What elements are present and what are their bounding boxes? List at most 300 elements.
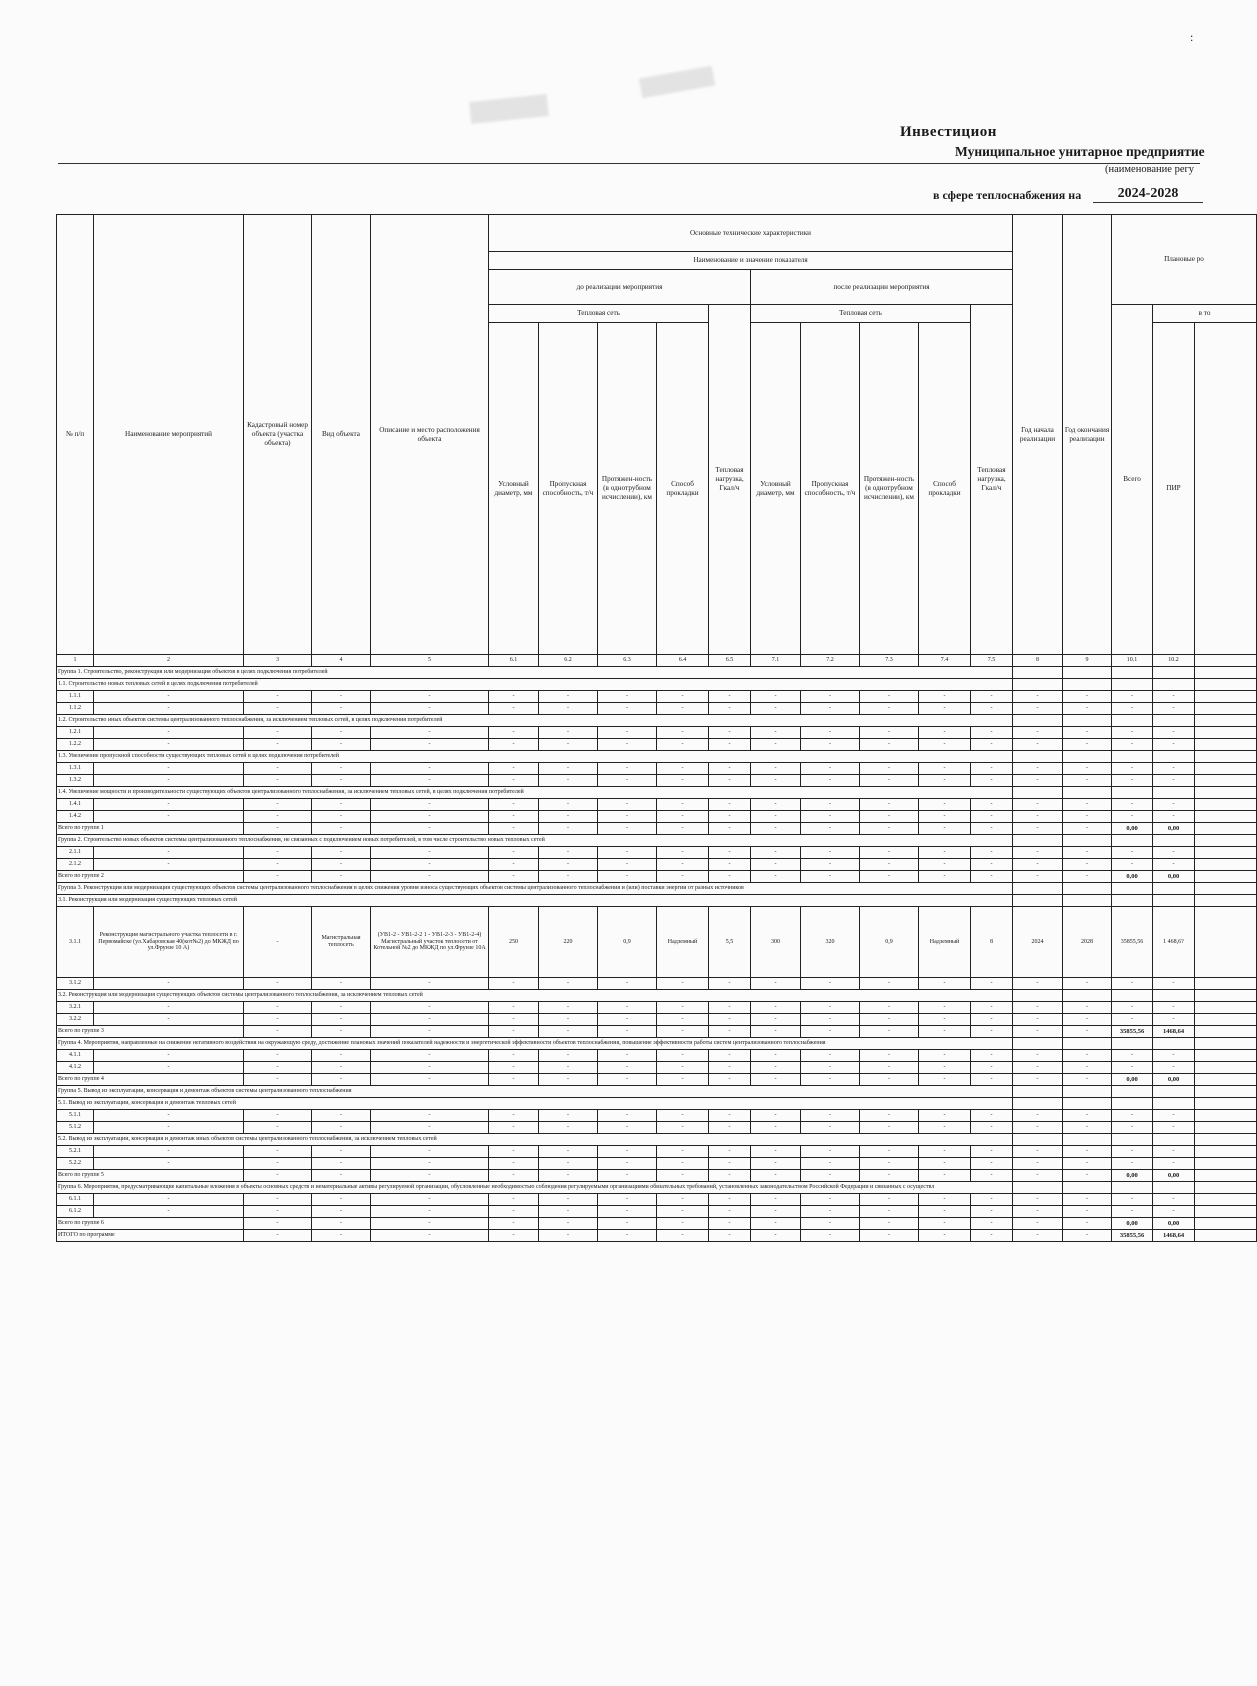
pir-value: 1468,64 bbox=[1153, 1026, 1195, 1038]
dash-cell: - bbox=[919, 1170, 971, 1182]
investment-program-table bbox=[56, 214, 1257, 1242]
col-number: 4 bbox=[312, 655, 371, 667]
dash-cell: - bbox=[1063, 978, 1112, 990]
empty-cell bbox=[1112, 1086, 1153, 1098]
dash-cell: - bbox=[971, 691, 1013, 703]
dash-cell: - bbox=[371, 1218, 489, 1230]
dash-cell: - bbox=[371, 1026, 489, 1038]
table-row bbox=[57, 1110, 1257, 1122]
dash-cell: - bbox=[489, 1014, 539, 1026]
dash-cell: - bbox=[971, 823, 1013, 835]
dash-cell: - bbox=[539, 847, 598, 859]
dash-cell: - bbox=[860, 859, 919, 871]
dash-cell: - bbox=[244, 811, 312, 823]
empty-cell bbox=[1153, 1038, 1195, 1050]
dash-cell: - bbox=[539, 811, 598, 823]
dash-cell: - bbox=[371, 1146, 489, 1158]
dash-cell: - bbox=[860, 1218, 919, 1230]
dash-cell: - bbox=[489, 1230, 539, 1242]
dash-cell: - bbox=[312, 1050, 371, 1062]
dash-cell: - bbox=[971, 978, 1013, 990]
dash-cell: - bbox=[971, 811, 1013, 823]
dash-cell: - bbox=[94, 763, 244, 775]
empty-cell bbox=[1195, 787, 1257, 799]
dash-cell: - bbox=[751, 1050, 801, 1062]
dash-cell: - bbox=[539, 859, 598, 871]
dash-cell: - bbox=[919, 799, 971, 811]
dash-cell: - bbox=[657, 847, 709, 859]
dash-cell: - bbox=[709, 823, 751, 835]
dash-cell: - bbox=[801, 823, 860, 835]
dash-cell: - bbox=[709, 1002, 751, 1014]
dash-cell: - bbox=[539, 1050, 598, 1062]
dash-cell: - bbox=[598, 1146, 657, 1158]
dash-cell: - bbox=[1063, 823, 1112, 835]
dash-cell: - bbox=[244, 739, 312, 751]
dash-cell: - bbox=[244, 691, 312, 703]
project-load-after: 8 bbox=[971, 907, 1013, 978]
dash-cell: - bbox=[598, 703, 657, 715]
dash-cell: - bbox=[709, 691, 751, 703]
dash-cell: - bbox=[1153, 799, 1195, 811]
dash-cell: - bbox=[371, 727, 489, 739]
dash-cell: - bbox=[751, 823, 801, 835]
dash-cell: - bbox=[94, 1206, 244, 1218]
dash-cell: - bbox=[244, 1110, 312, 1122]
dash-cell: - bbox=[801, 1074, 860, 1086]
empty-cell bbox=[1112, 990, 1153, 1002]
empty-cell bbox=[1112, 1182, 1153, 1194]
dash-cell: - bbox=[1153, 1158, 1195, 1170]
dash-cell: - bbox=[1153, 1014, 1195, 1026]
dash-cell: - bbox=[971, 727, 1013, 739]
dash-cell: - bbox=[971, 1050, 1013, 1062]
dash-cell: - bbox=[801, 1002, 860, 1014]
col-number: 6.3 bbox=[598, 655, 657, 667]
dash-cell: - bbox=[971, 1074, 1013, 1086]
dash-cell: - bbox=[312, 799, 371, 811]
dash-cell: - bbox=[94, 1122, 244, 1134]
table-row bbox=[57, 1014, 1257, 1026]
dash-cell: - bbox=[244, 703, 312, 715]
dash-cell: - bbox=[657, 1146, 709, 1158]
row-number: 1.3.2 bbox=[57, 775, 94, 787]
table-body bbox=[57, 667, 1257, 1242]
dash-cell: - bbox=[539, 1170, 598, 1182]
table-row bbox=[57, 859, 1257, 871]
dash-cell: - bbox=[94, 727, 244, 739]
dash-cell: - bbox=[919, 871, 971, 883]
dash-cell: - bbox=[751, 703, 801, 715]
table-row bbox=[57, 1206, 1257, 1218]
empty-cell bbox=[1195, 739, 1257, 751]
project-diam-after: 300 bbox=[751, 907, 801, 978]
group-4-total-row bbox=[57, 1074, 1257, 1086]
table-row bbox=[57, 978, 1257, 990]
empty-cell bbox=[1063, 835, 1112, 847]
dash-cell: - bbox=[709, 1026, 751, 1038]
dash-cell: - bbox=[1112, 1014, 1153, 1026]
header-col-cadastral: Кадастровый номер объекта (участка объекта) bbox=[244, 215, 312, 655]
col-number: 10.1 bbox=[1112, 655, 1153, 667]
empty-cell bbox=[1195, 895, 1257, 907]
project-len-after: 0,9 bbox=[860, 907, 919, 978]
section-5-2-row bbox=[57, 1134, 1257, 1146]
dash-cell: - bbox=[1112, 703, 1153, 715]
dash-cell: - bbox=[489, 691, 539, 703]
dash-cell: - bbox=[657, 811, 709, 823]
group-2-row bbox=[57, 835, 1257, 847]
dash-cell: - bbox=[709, 1014, 751, 1026]
grand-total-row bbox=[57, 1230, 1257, 1242]
dash-cell: - bbox=[1153, 1122, 1195, 1134]
dash-cell: - bbox=[919, 727, 971, 739]
dash-cell: - bbox=[1153, 1146, 1195, 1158]
dash-cell: - bbox=[94, 847, 244, 859]
group-4-row bbox=[57, 1038, 1257, 1050]
empty-cell bbox=[1195, 1002, 1257, 1014]
dash-cell: - bbox=[1112, 739, 1153, 751]
section-1-1-row bbox=[57, 679, 1257, 691]
dash-cell: - bbox=[312, 703, 371, 715]
dash-cell: - bbox=[94, 775, 244, 787]
column-number-row bbox=[57, 655, 1257, 667]
dash-cell: - bbox=[312, 847, 371, 859]
dash-cell: - bbox=[1063, 1194, 1112, 1206]
dash-cell: - bbox=[860, 1206, 919, 1218]
dash-cell: - bbox=[1013, 811, 1063, 823]
dash-cell: - bbox=[1153, 1194, 1195, 1206]
dash-cell: - bbox=[751, 1218, 801, 1230]
dash-cell: - bbox=[860, 1014, 919, 1026]
dash-cell: - bbox=[919, 859, 971, 871]
dash-cell: - bbox=[244, 1014, 312, 1026]
section-1-2-row bbox=[57, 715, 1257, 727]
empty-cell bbox=[1013, 787, 1063, 799]
group-heading: 3.2. Реконструкция или модернизация существующих объектов системы централизованного теплоснабжения, за исключением тепловых сетей bbox=[57, 990, 1013, 1002]
dash-cell: - bbox=[801, 727, 860, 739]
dash-cell: - bbox=[801, 978, 860, 990]
empty-cell bbox=[1195, 679, 1257, 691]
dash-cell: - bbox=[709, 1050, 751, 1062]
dash-cell: - bbox=[489, 1110, 539, 1122]
dash-cell: - bbox=[919, 763, 971, 775]
dash-cell: - bbox=[371, 739, 489, 751]
document-scope: в сфере теплоснабжения на bbox=[933, 188, 1082, 202]
empty-cell bbox=[1195, 763, 1257, 775]
header-network-after: Тепловая сеть bbox=[751, 305, 971, 323]
row-number: 6.1.2 bbox=[57, 1206, 94, 1218]
dash-cell: - bbox=[598, 1206, 657, 1218]
dash-cell: - bbox=[971, 1158, 1013, 1170]
dash-cell: - bbox=[1063, 1230, 1112, 1242]
empty-cell bbox=[1195, 1086, 1257, 1098]
header-load-before: Тепловая нагрузка, Гкал/ч bbox=[709, 305, 751, 655]
dash-cell: - bbox=[1013, 1206, 1063, 1218]
dash-cell: - bbox=[539, 1026, 598, 1038]
group-6-row bbox=[57, 1182, 1257, 1194]
dash-cell: - bbox=[312, 1230, 371, 1242]
dash-cell: - bbox=[971, 1206, 1013, 1218]
empty-cell bbox=[1195, 1182, 1257, 1194]
dash-cell: - bbox=[1153, 775, 1195, 787]
dash-cell: - bbox=[971, 1170, 1013, 1182]
dash-cell: - bbox=[539, 1122, 598, 1134]
dash-cell: - bbox=[489, 1206, 539, 1218]
dash-cell: - bbox=[598, 1230, 657, 1242]
dash-cell: - bbox=[860, 727, 919, 739]
dash-cell: - bbox=[371, 1194, 489, 1206]
dash-cell: - bbox=[1013, 859, 1063, 871]
empty-cell bbox=[1195, 859, 1257, 871]
dash-cell: - bbox=[1153, 811, 1195, 823]
group-heading: 1.1. Строительство новых тепловых сетей в целях подключения потребителей bbox=[57, 679, 1013, 691]
section-3-2-row bbox=[57, 990, 1257, 1002]
dash-cell: - bbox=[1063, 847, 1112, 859]
project-cap-before: 220 bbox=[539, 907, 598, 978]
dash-cell: - bbox=[709, 703, 751, 715]
dash-cell: - bbox=[657, 1206, 709, 1218]
dash-cell: - bbox=[1153, 847, 1195, 859]
dash-cell: - bbox=[312, 775, 371, 787]
dash-cell: - bbox=[489, 703, 539, 715]
project-cadastral: - bbox=[244, 907, 312, 978]
dash-cell: - bbox=[657, 1218, 709, 1230]
dash-cell: - bbox=[709, 1146, 751, 1158]
dash-cell: - bbox=[371, 1158, 489, 1170]
dash-cell: - bbox=[919, 811, 971, 823]
empty-cell bbox=[1013, 679, 1063, 691]
empty-cell bbox=[1195, 1146, 1257, 1158]
dash-cell: - bbox=[860, 799, 919, 811]
project-len-before: 0,9 bbox=[598, 907, 657, 978]
dash-cell: - bbox=[244, 1146, 312, 1158]
dash-cell: - bbox=[657, 1158, 709, 1170]
dash-cell: - bbox=[971, 775, 1013, 787]
dash-cell: - bbox=[657, 1026, 709, 1038]
col-number: 1 bbox=[57, 655, 94, 667]
dash-cell: - bbox=[312, 1026, 371, 1038]
dash-cell: - bbox=[244, 1218, 312, 1230]
total-label: ИТОГО по программе bbox=[57, 1230, 244, 1242]
empty-cell bbox=[1195, 847, 1257, 859]
dash-cell: - bbox=[709, 727, 751, 739]
dash-cell: - bbox=[657, 823, 709, 835]
dash-cell: - bbox=[657, 763, 709, 775]
empty-cell bbox=[1013, 1134, 1063, 1146]
document-period: 2024-2028 bbox=[1093, 186, 1203, 203]
group-heading: 5.2. Вывод из эксплуатации, консервация и демонтаж иных объектов системы централизованного теплоснабжения, за исключением тепловых сетей bbox=[57, 1134, 1013, 1146]
dash-cell: - bbox=[94, 859, 244, 871]
dash-cell: - bbox=[657, 1122, 709, 1134]
table-row bbox=[57, 763, 1257, 775]
empty-cell bbox=[1063, 1038, 1112, 1050]
row-number: 5.1.2 bbox=[57, 1122, 94, 1134]
dash-cell: - bbox=[1153, 1110, 1195, 1122]
dash-cell: - bbox=[539, 1230, 598, 1242]
dash-cell: - bbox=[860, 1230, 919, 1242]
dash-cell: - bbox=[919, 1062, 971, 1074]
dash-cell: - bbox=[312, 859, 371, 871]
col-number: 5 bbox=[371, 655, 489, 667]
empty-cell bbox=[1153, 1182, 1195, 1194]
dash-cell: - bbox=[598, 799, 657, 811]
dash-cell: - bbox=[1013, 1002, 1063, 1014]
dash-cell: - bbox=[1112, 763, 1153, 775]
col-number: 2 bbox=[94, 655, 244, 667]
empty-cell bbox=[1195, 1062, 1257, 1074]
empty-cell bbox=[1195, 1206, 1257, 1218]
dash-cell: - bbox=[489, 1122, 539, 1134]
pir-value: 0,00 bbox=[1153, 823, 1195, 835]
table-row bbox=[57, 799, 1257, 811]
dash-cell: - bbox=[801, 871, 860, 883]
dash-cell: - bbox=[1013, 703, 1063, 715]
dash-cell: - bbox=[1112, 1158, 1153, 1170]
dash-cell: - bbox=[801, 859, 860, 871]
dash-cell: - bbox=[751, 1146, 801, 1158]
dash-cell: - bbox=[919, 823, 971, 835]
dash-cell: - bbox=[1112, 1110, 1153, 1122]
dash-cell: - bbox=[312, 1002, 371, 1014]
empty-cell bbox=[1195, 823, 1257, 835]
dash-cell: - bbox=[94, 1110, 244, 1122]
empty-cell bbox=[1013, 835, 1063, 847]
dash-cell: - bbox=[657, 1170, 709, 1182]
dash-cell: - bbox=[1063, 799, 1112, 811]
dash-cell: - bbox=[860, 1146, 919, 1158]
dash-cell: - bbox=[751, 1122, 801, 1134]
dash-cell: - bbox=[860, 775, 919, 787]
pir-value: 0,00 bbox=[1153, 1170, 1195, 1182]
empty-cell bbox=[1013, 990, 1063, 1002]
dash-cell: - bbox=[709, 799, 751, 811]
dash-cell: - bbox=[919, 703, 971, 715]
group-heading: 1.3. Увеличение пропускной способности существующих тепловых сетей в целях подключения потребителей bbox=[57, 751, 1013, 763]
empty-cell bbox=[1195, 727, 1257, 739]
dash-cell: - bbox=[312, 978, 371, 990]
dash-cell: - bbox=[919, 978, 971, 990]
dash-cell: - bbox=[801, 775, 860, 787]
dash-cell: - bbox=[860, 978, 919, 990]
dash-cell: - bbox=[598, 1026, 657, 1038]
total-label: Всего по группе 2 bbox=[57, 871, 244, 883]
dash-cell: - bbox=[1112, 691, 1153, 703]
dash-cell: - bbox=[751, 871, 801, 883]
empty-cell bbox=[1195, 1050, 1257, 1062]
dash-cell: - bbox=[598, 847, 657, 859]
project-name: Реконструкция магистрального участка теплосети в г. Первомайске (ул.Хабаровская 40(кот№2) до МКЖД по ул.Фрунзе 10 А) bbox=[94, 907, 244, 978]
dash-cell: - bbox=[489, 1170, 539, 1182]
dash-cell: - bbox=[801, 811, 860, 823]
dash-cell: - bbox=[489, 823, 539, 835]
dash-cell: - bbox=[598, 978, 657, 990]
group-3-total-row bbox=[57, 1026, 1257, 1038]
dash-cell: - bbox=[244, 799, 312, 811]
dash-cell: - bbox=[657, 775, 709, 787]
dash-cell: - bbox=[489, 859, 539, 871]
dash-cell: - bbox=[539, 799, 598, 811]
empty-cell bbox=[1195, 1014, 1257, 1026]
dash-cell: - bbox=[312, 811, 371, 823]
empty-cell bbox=[1063, 1134, 1112, 1146]
table-row bbox=[57, 1122, 1257, 1134]
empty-cell bbox=[1195, 1110, 1257, 1122]
row-number: 1.2.2 bbox=[57, 739, 94, 751]
dash-cell: - bbox=[801, 1110, 860, 1122]
project-load-before: 5,5 bbox=[709, 907, 751, 978]
dash-cell: - bbox=[919, 1122, 971, 1134]
dash-cell: - bbox=[1063, 871, 1112, 883]
dash-cell: - bbox=[312, 691, 371, 703]
dash-cell: - bbox=[1063, 739, 1112, 751]
empty-cell bbox=[1153, 679, 1195, 691]
dash-cell: - bbox=[598, 1122, 657, 1134]
dash-cell: - bbox=[94, 1014, 244, 1026]
dash-cell: - bbox=[312, 1158, 371, 1170]
dash-cell: - bbox=[657, 1014, 709, 1026]
empty-cell bbox=[1153, 787, 1195, 799]
group-5-total-row bbox=[57, 1170, 1257, 1182]
dash-cell: - bbox=[751, 1158, 801, 1170]
dash-cell: - bbox=[657, 871, 709, 883]
table-row bbox=[57, 727, 1257, 739]
dash-cell: - bbox=[598, 727, 657, 739]
header-network-before: Тепловая сеть bbox=[489, 305, 709, 323]
dash-cell: - bbox=[709, 1062, 751, 1074]
empty-cell bbox=[1063, 751, 1112, 763]
dash-cell: - bbox=[751, 1206, 801, 1218]
dash-cell: - bbox=[539, 775, 598, 787]
dash-cell: - bbox=[1013, 1230, 1063, 1242]
dash-cell: - bbox=[657, 1062, 709, 1074]
dash-cell: - bbox=[751, 1062, 801, 1074]
dash-cell: - bbox=[312, 1170, 371, 1182]
dash-cell: - bbox=[801, 1122, 860, 1134]
dash-cell: - bbox=[860, 763, 919, 775]
col-number: 7.3 bbox=[860, 655, 919, 667]
row-number: 5.2.1 bbox=[57, 1146, 94, 1158]
empty-cell bbox=[1063, 715, 1112, 727]
empty-cell bbox=[1195, 1158, 1257, 1170]
empty-cell bbox=[1195, 811, 1257, 823]
total-label: Всего по группе 1 bbox=[57, 823, 244, 835]
dash-cell: - bbox=[860, 1002, 919, 1014]
empty-cell bbox=[1153, 715, 1195, 727]
dash-cell: - bbox=[1063, 703, 1112, 715]
dash-cell: - bbox=[489, 763, 539, 775]
dash-cell: - bbox=[801, 1230, 860, 1242]
dash-cell: - bbox=[1013, 739, 1063, 751]
dash-cell: - bbox=[801, 1170, 860, 1182]
project-year-start: 2024 bbox=[1013, 907, 1063, 978]
dash-cell: - bbox=[489, 1074, 539, 1086]
empty-cell bbox=[1195, 703, 1257, 715]
dash-cell: - bbox=[751, 1026, 801, 1038]
dash-cell: - bbox=[709, 1206, 751, 1218]
dash-cell: - bbox=[709, 1218, 751, 1230]
empty-cell bbox=[1153, 895, 1195, 907]
total-value: 35855,56 bbox=[1112, 1230, 1153, 1242]
dash-cell: - bbox=[312, 1014, 371, 1026]
dash-cell: - bbox=[709, 859, 751, 871]
row-number: 4.1.1 bbox=[57, 1050, 94, 1062]
group-heading: Группа 3. Реконструкция или модернизация существующих объектов системы централизованного теплоснабжения в целях снижения уровня износа существующих объектов системы централизованного теплоснабжения и (или) поставки энергии от разных источников bbox=[57, 883, 1013, 895]
group-heading: Группа 4. Мероприятия, направленные на снижение негативного воздействия на окружающую среду, достижение плановых значений показателей надежности и энергетической эффективности объектов теплоснабжения, повышение эффективности работы систем централизованного теплоснабжения bbox=[57, 1038, 1013, 1050]
dash-cell: - bbox=[244, 859, 312, 871]
pir-value: 1468,64 bbox=[1153, 1230, 1195, 1242]
dash-cell: - bbox=[1063, 1206, 1112, 1218]
